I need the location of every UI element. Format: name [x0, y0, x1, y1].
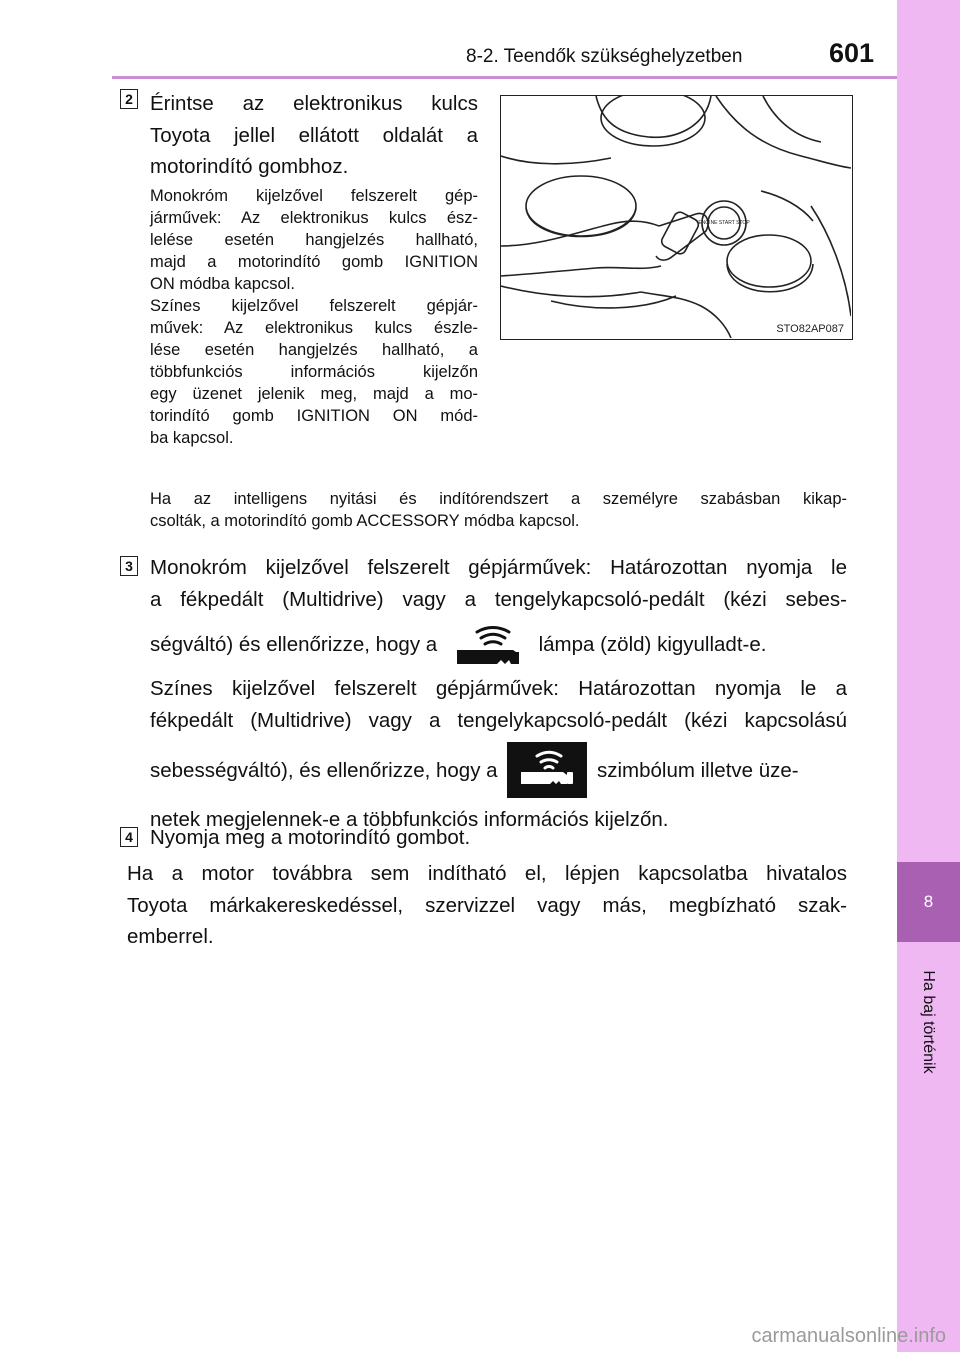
step-number-4: 4: [120, 827, 138, 847]
header-divider: [112, 76, 898, 79]
text-line: emberrel.: [127, 925, 214, 948]
note-line: művek: Az elektronikus kulcs észle-: [150, 319, 478, 337]
note-line: lése esetén hangjelzés hallható, a: [150, 341, 478, 359]
illustration-code: STO82AP087: [776, 323, 844, 335]
page-number: 601: [829, 38, 875, 68]
note-line: ba kapcsol.: [150, 429, 234, 447]
illustration-button-text: ENGINE START STOP: [698, 220, 750, 226]
note-line: lelése esetén hangjelzés hallható,: [150, 231, 478, 249]
step-3-text: [150, 552, 847, 836]
watermark: carmanualsonline.info: [751, 1325, 946, 1347]
note-line: torindító gomb IGNITION ON mód-: [150, 407, 478, 425]
text-line: netek megjelennek-e a többfunkciós információs kijelzőn.: [150, 808, 669, 831]
illustration-key-to-start-button: [500, 95, 853, 340]
text-line: Ha a motor továbbra sem indítható el, lépjen kapcsolatba hivatalos: [127, 862, 847, 885]
note-line: ON módba kapcsol.: [150, 275, 295, 293]
illustration-drawing: [501, 96, 851, 338]
text-line-with-icon: [150, 623, 847, 667]
note-line: Színes kijelzővel felszerelt gépjár-: [150, 297, 478, 315]
step-number-3: 3: [120, 556, 138, 576]
text-segment: szimbólum illetve üze-: [596, 759, 799, 782]
step-2-text: [150, 88, 478, 183]
key-lamp-icon: [449, 624, 527, 668]
text-line: Toyota jellel ellátott oldalát a: [150, 123, 478, 147]
step-number-2: 2: [120, 89, 138, 109]
step-4-text: Nyomja meg a motorindító gombot.: [150, 826, 471, 849]
note-line: majd a motorindító gomb IGNITION: [150, 253, 478, 271]
text-segment: ségváltó) és ellenőrizze, hogy a: [150, 633, 438, 656]
chapter-number-tab[interactable]: 8: [897, 862, 960, 942]
side-tab-top: [897, 0, 960, 862]
text-line: fékpedált (Multidrive) vagy a tengelykapcsoló-pedált (kézi kapcsolású: [150, 708, 847, 732]
note-line: többfunkciós információs kijelzőn: [150, 363, 478, 381]
text-line: Érintse az elektronikus kulcs: [150, 92, 478, 115]
wide-note-line: Ha az intelligens nyitási és indítórendszert a személyre szabásban kikap-: [150, 490, 847, 508]
key-symbol-icon: [507, 742, 587, 798]
section-title: 8-2. Teendők szükséghelyzetben: [466, 46, 743, 67]
text-line-with-icon: [150, 742, 847, 800]
text-segment: sebességváltó), és ellenőrizze, hogy a: [150, 759, 498, 782]
text-segment: lámpa (zöld) kigyulladt-e.: [538, 633, 767, 656]
wide-note-line: csolták, a motorindító gomb ACCESSORY módba kapcsol.: [150, 512, 580, 530]
final-paragraph: [127, 858, 847, 953]
note-line: járművek: Az elektronikus kulcs ész-: [150, 209, 478, 227]
note-line: egy üzenet jelenik meg, majd a mo-: [150, 385, 478, 403]
text-line: Színes kijelzővel felszerelt gépjárművek: Határozottan nyomja le a: [150, 677, 847, 700]
chapter-label: Ha baj történik: [920, 970, 937, 1074]
step-2-note: [150, 185, 478, 449]
text-line: motorindító gombhoz.: [150, 155, 349, 178]
step-2-wide-note: [150, 488, 847, 532]
text-line: a fékpedált (Multidrive) vagy a tengelykapcsoló-pedált (kézi sebes-: [150, 587, 847, 611]
text-line: Monokróm kijelzővel felszerelt gépjárművek: Határozottan nyomja le: [150, 556, 847, 579]
note-line: Monokróm kijelzővel felszerelt gép-: [150, 187, 478, 205]
text-line: Toyota márkakereskedéssel, szervizzel vagy más, megbízható szak-: [127, 893, 847, 917]
